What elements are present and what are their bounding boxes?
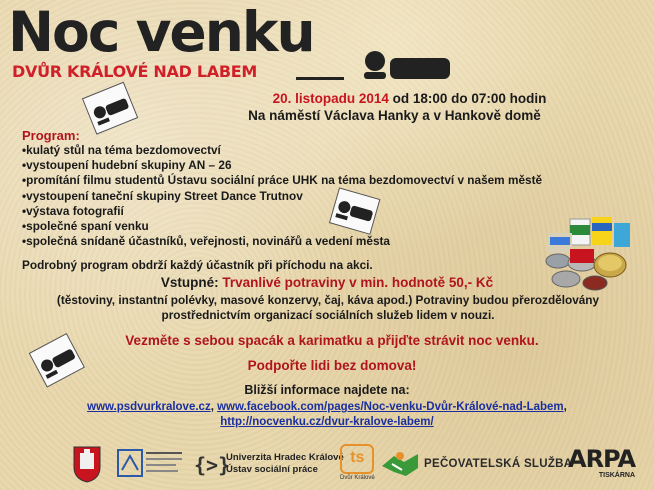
coat-of-arms-logo	[72, 445, 102, 483]
uhk-name: Univerzita Hradec Králové	[226, 452, 344, 463]
support-note: Podpořte lidi bez domova!	[247, 358, 417, 373]
care-service-logo	[380, 448, 572, 480]
program-list	[22, 143, 542, 249]
handshake-icon	[380, 448, 420, 480]
list-item: •společná snídaně účastníků, veřejnosti, novinářů a vedení města	[22, 234, 390, 249]
page-title: Noc venku	[8, 0, 314, 64]
care-service-name: PEČOVATELSKÁ SLUŽBA	[424, 458, 573, 470]
list-item: •kulatý stůl na téma bezdomovectví	[22, 143, 221, 157]
program-heading: Program:	[22, 128, 80, 143]
list-item: •vystoupení hudební skupiny AN – 26	[22, 158, 232, 173]
arpa-caption: TISKÁRNA	[598, 472, 636, 479]
ts-logo-mark: ts	[340, 444, 374, 474]
event-place: Na náměstí Václava Hanky a v Hankově domě	[248, 108, 541, 123]
ts-caption: Dvůr Králové	[340, 475, 375, 481]
title-divider	[296, 77, 344, 80]
program-detail: Podrobný program obdrží každý účastník při příchodu na akci.	[22, 258, 373, 272]
list-item: •společné spaní venku	[22, 218, 149, 233]
ts-logo	[340, 444, 375, 481]
uhk-logo	[194, 448, 344, 480]
nocvenku-link[interactable]: http://nocvenku.cz/dvur-kralove-labem/	[220, 416, 434, 428]
event-date-value: 20. listopadu 2014	[272, 91, 389, 106]
info-links: www.psdvurkralove.cz, www.facebook.com/pages/Noc-venku-Dvůr-Králové-nad-Labem, http://nocvenku.cz/dvur-kralove-labem/	[87, 401, 567, 428]
website-link[interactable]: www.psdvurkralove.cz	[87, 401, 211, 413]
page-subtitle: DVŮR KRÁLOVÉ NAD LABEM	[12, 62, 257, 81]
list-item: •výstava fotografií	[22, 203, 124, 218]
uhk-brace-icon	[194, 448, 231, 480]
sleeping-person-icon	[362, 48, 452, 80]
list-item: •vystoupení taneční skupiny Street Dance Trutnov	[22, 188, 303, 203]
entry-fee-label: Vstupné:	[160, 275, 223, 290]
svg-text:{>}: {>}	[194, 453, 231, 477]
facebook-link[interactable]: www.facebook.com/pages/Noc-venku-Dvůr-Králové-nad-Labem	[217, 401, 564, 413]
entry-fee	[0, 275, 654, 290]
event-time: od 18:00 do 07:00 hodin	[388, 91, 547, 106]
bring-note: Vezměte s sebou spacák a karimatku a přijďte strávit noc venku.	[125, 333, 539, 348]
sponsor-logos	[0, 442, 654, 488]
event-date	[0, 91, 654, 106]
list-item: •promítání filmu studentů Ústavu sociální práce UHK na téma bezdomovectví v našem městě	[22, 173, 543, 188]
uhk-department: Ústav sociální práce	[226, 464, 318, 475]
entry-description: (těstoviny, instantní polévky, masové konzervy, čaj, káva apod.) Potraviny budou přerozdělovány prostřednictvím organizací sociálních služeb lidem v nouzi.	[56, 293, 600, 322]
school-logo	[116, 446, 186, 480]
arpa-logo	[568, 446, 635, 479]
entry-fee-value: Trvanlivé potraviny v min. hodnotě 50,- Kč	[222, 275, 494, 290]
arpa-name: ARPA	[568, 445, 636, 473]
info-heading: Bližší informace najdete na:	[244, 383, 410, 397]
